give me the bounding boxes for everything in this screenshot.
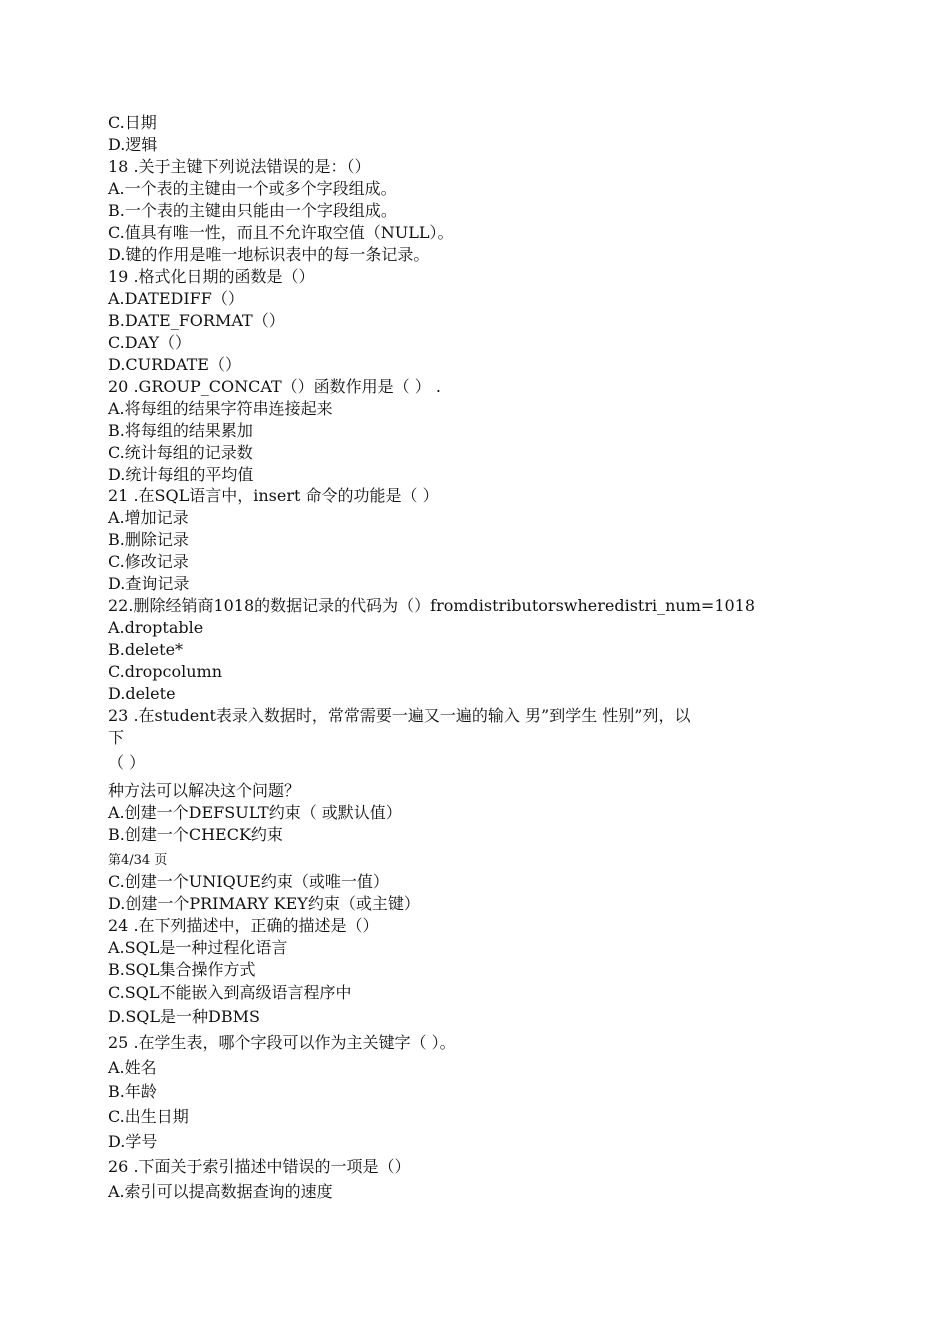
q22-option-b: B.delete* (108, 640, 184, 659)
q21-option-c: C.修改记录 (108, 552, 189, 571)
question-23-ending: 种方法可以解决这个问题？ (108, 781, 301, 800)
q24-option-a: A.SQL是一种过程化语言 (108, 938, 288, 957)
q25-option-b: B.年龄 (108, 1082, 157, 1101)
question-25: 25 .在学生表，哪个字段可以作为主关键字（ ）。 (108, 1033, 456, 1052)
question-23-continued: 下 (108, 728, 125, 747)
q25-option-c: C.出生日期 (108, 1107, 189, 1126)
question-23-blank: （ ） (108, 753, 146, 772)
option-c-date: C.日期 (108, 113, 157, 132)
q19-option-b: B.DATE_FORMAT（） (108, 311, 285, 330)
q20-option-d: D.统计每组的平均值 (108, 465, 254, 484)
question-22: 22.删除经销商1018的数据记录的代码为（）fromdistributorswheredistri_num=1018 (108, 596, 756, 615)
q18-option-b: B.一个表的主键由只能由一个字段组成。 (108, 201, 397, 220)
q21-option-a: A.增加记录 (108, 508, 189, 527)
page-number: 第4/34 页 (108, 853, 168, 868)
question-21: 21 .在SQL语言中，insert 命令的功能是（ ） (108, 486, 439, 505)
q19-option-d: D.CURDATE（） (108, 355, 241, 374)
q19-option-a: A.DATEDIFF（） (108, 289, 244, 308)
q20-option-a: A.将每组的结果字符串连接起来 (108, 399, 333, 418)
q21-option-d: D.查询记录 (108, 574, 190, 593)
q20-option-b: B.将每组的结果累加 (108, 421, 253, 440)
q23-option-d: D.创建一个PRIMARY KEY约束（或主键） (108, 894, 420, 913)
q25-option-d: D.学号 (108, 1132, 158, 1151)
question-19: 19 .格式化日期的函数是（） (108, 267, 315, 286)
question-18: 18 .关于主键下列说法错误的是：（） (108, 157, 371, 176)
q20-option-c: C.统计每组的记录数 (108, 443, 253, 462)
q25-option-a: A.姓名 (108, 1058, 157, 1077)
question-20: 20 .GROUP_CONCAT（）函数作用是（ ） . (108, 377, 441, 396)
q22-option-d: D.delete (108, 684, 176, 703)
q19-option-c: C.DAY（） (108, 333, 192, 352)
q23-option-c: C.创建一个UNIQUE约束（或唯一值） (108, 872, 389, 891)
question-24: 24 .在下列描述中，正确的描述是（） (108, 916, 379, 935)
q24-option-c: C.SQL不能嵌入到高级语言程序中 (108, 983, 352, 1002)
q26-option-a: A.索引可以提高数据查询的速度 (108, 1182, 333, 1201)
q21-option-b: B.删除记录 (108, 530, 189, 549)
q18-option-a: A.一个表的主键由一个或多个字段组成。 (108, 179, 397, 198)
q22-option-a: A.droptable (108, 618, 204, 637)
q22-option-c: C.dropcolumn (108, 662, 223, 681)
question-26: 26 .下面关于索引描述中错误的一项是（） (108, 1157, 411, 1176)
q18-option-c: C.值具有唯一性，而且不允许取空值（NULL）。 (108, 223, 454, 242)
option-d-logic: D.逻辑 (108, 135, 158, 154)
q18-option-d: D.键的作用是唯一地标识表中的每一条记录。 (108, 245, 430, 264)
q24-option-d: D.SQL是一种DBMS (108, 1007, 260, 1026)
q23-option-a: A.创建一个DEFSULT约束（ 或默认值） (108, 803, 402, 822)
q24-option-b: B.SQL集合操作方式 (108, 960, 256, 979)
question-23: 23 .在student表录入数据时，常常需要一遍又一遍的输入 男”到学生 性别”列，以 (108, 706, 691, 725)
q23-option-b: B.创建一个CHECK约束 (108, 825, 283, 844)
